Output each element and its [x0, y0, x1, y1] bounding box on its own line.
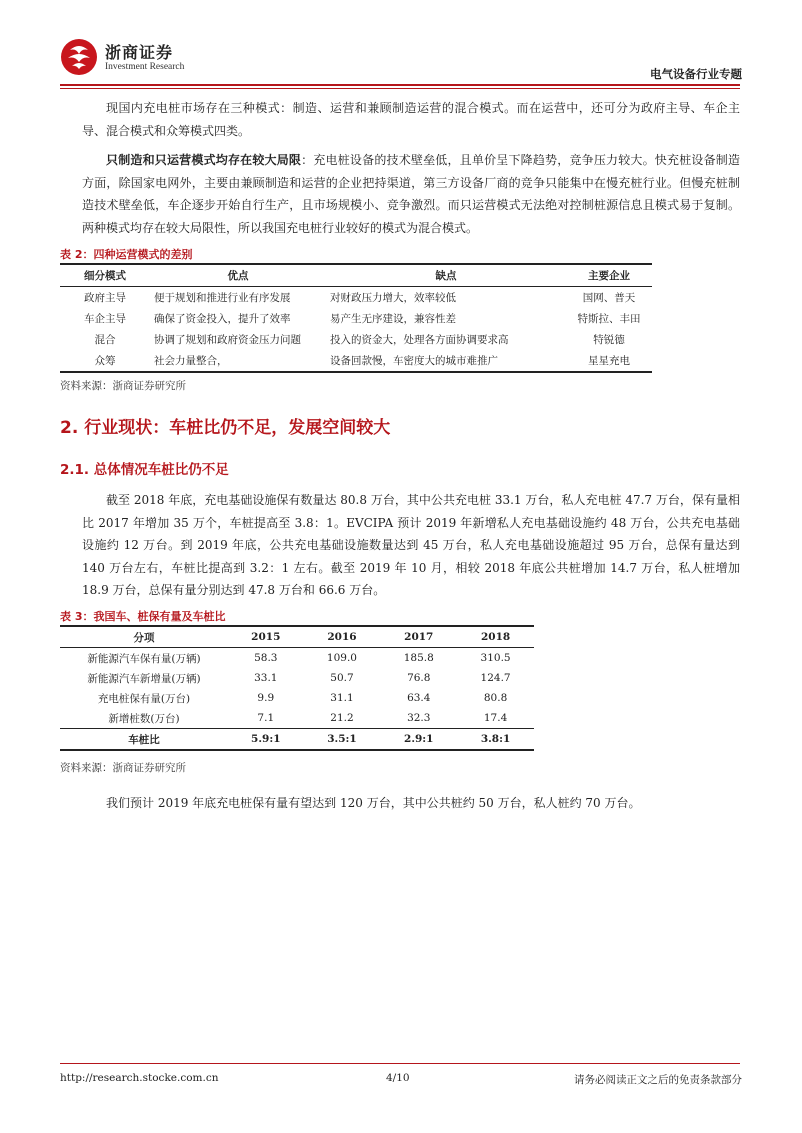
- table-cell: 124.7: [480, 672, 511, 684]
- company-name-en: Investment Research: [105, 62, 185, 72]
- report-title: 电气设备行业专题: [650, 67, 742, 81]
- company-name-cn: 浙商证券: [105, 43, 174, 62]
- table-header-row: [60, 626, 534, 648]
- intro-paragraph-1: 现国内充电桩市场存在三种模式：制造、运营和兼顾制造运营的混合模式。而在运营中，还可分为政府主导、车企主导、混合模式和众筹模式四类。: [82, 101, 740, 138]
- table-cell: 新增桩数(万台): [108, 712, 180, 725]
- table-cell: 混合: [94, 334, 116, 346]
- table-row: [60, 648, 534, 669]
- table-row: [60, 287, 652, 309]
- table-cell: 新能源汽车新增量(万辆): [87, 672, 201, 685]
- table-row: [60, 308, 652, 329]
- table-cell: 充电桩保有量(万台): [97, 692, 191, 705]
- table-cell: 对财政压力增大，效率较低: [330, 292, 456, 304]
- table-header-cell: 优点: [227, 270, 249, 282]
- table-cell: 50.7: [330, 672, 354, 684]
- intro-paragraph-2-lead: 只制造和只运营模式均存在较大局限: [106, 153, 302, 167]
- intro-paragraph-2-body: ：充电桩设备的技术壁垒低，且单价呈下降趋势，竞争压力较大。快充桩设备制造方面，除国家电网外，主要由兼顾制造和运营的企业把持渠道，第三方设备厂商的竞争只能集中在慢充桩行业。但慢充桩制造技术壁垒低，车企逐步开始自行生产，且市场规模小、竞争激烈。而只运营模式无法绝对控制桩源信息且模式易于复制。两种模式均存在较大局限性，所以我国充电桩行业较好的模式为混合模式。: [82, 153, 740, 235]
- table-row: [60, 688, 534, 708]
- table-cell: 众筹: [94, 355, 116, 367]
- table-cell: 5.9:1: [251, 733, 281, 745]
- table-row: [60, 329, 652, 350]
- table-cell: 21.2: [330, 712, 354, 724]
- section-heading: 2. 行业现状：车桩比仍不足，发展空间较大: [60, 418, 391, 438]
- header-divider-thin: [60, 88, 740, 89]
- table-cell: 33.1: [254, 672, 278, 684]
- table-header-cell: 缺点: [435, 270, 457, 282]
- table-cell: 星星充电: [588, 355, 630, 367]
- table-cell: 特锐德: [593, 334, 625, 346]
- table-row: [60, 708, 534, 729]
- table-cell: 31.1: [330, 692, 354, 704]
- table-cell: 确保了资金投入，提升了效率: [154, 313, 291, 325]
- page-number: 4/10: [386, 1072, 410, 1084]
- intro-paragraph-2: [82, 149, 740, 239]
- table-cell: 80.8: [483, 692, 508, 704]
- table-cell: 车桩比: [128, 733, 160, 746]
- table-header-row: [60, 264, 652, 287]
- table-cell: 185.8: [403, 652, 434, 664]
- table-cell: 易产生无序建设，兼容性差: [330, 313, 456, 325]
- company-logo-icon: [60, 38, 98, 76]
- table-3-caption: 表 3：我国车、桩保有量及车桩比: [60, 610, 226, 623]
- section-2-paragraph: 截至 2018 年底，充电基础设施保有数量达 80.8 万台，其中公共充电桩 33.1 万台，私人充电桩 47.7 万台，保有量相比 2017 年增加 35 万个，车桩提高至 3.8：1。EVCIPA 预计 2019 年新增私人充电基础设施约 48 万台，公共充电基础设施约 12 万台。到 2019 年底，公共充电基础设施数量达到 45 万台，私人充电基础设施超过 95 万台，总保有量达到 140 万台左右，车桩比提高到 3.2：1 左右。截至 2019 年 10 月，相较 2018 年底公共桩增加 14.7 万台，私人桩增加 18.9 万台，总保有量分别达到 47.8 万台和 66.6 万台。: [82, 493, 740, 597]
- table-cell: 3.8:1: [480, 733, 511, 745]
- table-2-caption: 表 2：四种运营模式的差别: [60, 248, 193, 261]
- table-cell: 车企主导: [84, 313, 126, 325]
- table-header-cell: 细分模式: [84, 270, 126, 282]
- table-cell: 58.3: [254, 652, 278, 664]
- table-cell: 国网、普天: [582, 292, 636, 304]
- table-2-source: 资料来源：浙商证券研究所: [60, 380, 186, 392]
- table-header-cell: 2015: [251, 631, 281, 643]
- table-cell: 9.9: [257, 692, 275, 704]
- table-cell: 310.5: [480, 652, 511, 664]
- table-cell: 17.4: [483, 712, 508, 724]
- table-header-cell: 分项: [133, 631, 155, 644]
- table-total-row: [60, 729, 534, 751]
- table-3-source: 资料来源：浙商证券研究所: [60, 762, 186, 774]
- table-cell: 32.3: [407, 712, 431, 724]
- footer-disclaimer: 请务必阅读正文之后的免责条款部分: [574, 1074, 742, 1086]
- table-cell: 7.1: [257, 712, 275, 724]
- table-cell: 便于规划和推进行业有序发展: [154, 292, 291, 304]
- table-cell: 特斯拉、丰田: [577, 313, 641, 325]
- table-cell: 政府主导: [84, 292, 126, 304]
- table-cell: 协调了规划和政府资金压力问题: [154, 334, 301, 346]
- table-row: [60, 350, 652, 372]
- closing-paragraph: 我们预计 2019 年底充电桩保有量有望达到 120 万台，其中公共桩约 50 万台，私人桩约 70 万台。: [106, 796, 641, 810]
- table-cell: 76.8: [407, 672, 431, 684]
- table-header-cell: 2016: [327, 631, 357, 643]
- subsection-heading: 2.1. 总体情况车桩比仍不足: [60, 462, 229, 478]
- table-header-cell: 2017: [404, 631, 434, 643]
- table-3: [60, 625, 534, 751]
- table-cell: 社会力量整合，: [154, 355, 228, 367]
- table-row: [60, 668, 534, 688]
- table-cell: 投入的资金大，处理各方面协调要求高: [330, 334, 509, 346]
- table-cell: 2.9:1: [404, 733, 434, 745]
- table-cell: 3.5:1: [327, 733, 357, 745]
- table-2: [60, 263, 652, 373]
- table-cell: 新能源汽车保有量(万辆): [87, 652, 201, 665]
- footer-url-link[interactable]: http://research.stocke.com.cn: [60, 1072, 219, 1084]
- table-cell: 109.0: [326, 652, 357, 664]
- table-cell: 63.4: [407, 692, 431, 704]
- table-header-cell: 2018: [480, 631, 511, 643]
- footer-divider: [60, 1063, 740, 1064]
- table-cell: 设备回款慢，车密度大的城市难推广: [330, 355, 498, 367]
- table-header-cell: 主要企业: [588, 270, 630, 282]
- header-divider: [60, 84, 740, 86]
